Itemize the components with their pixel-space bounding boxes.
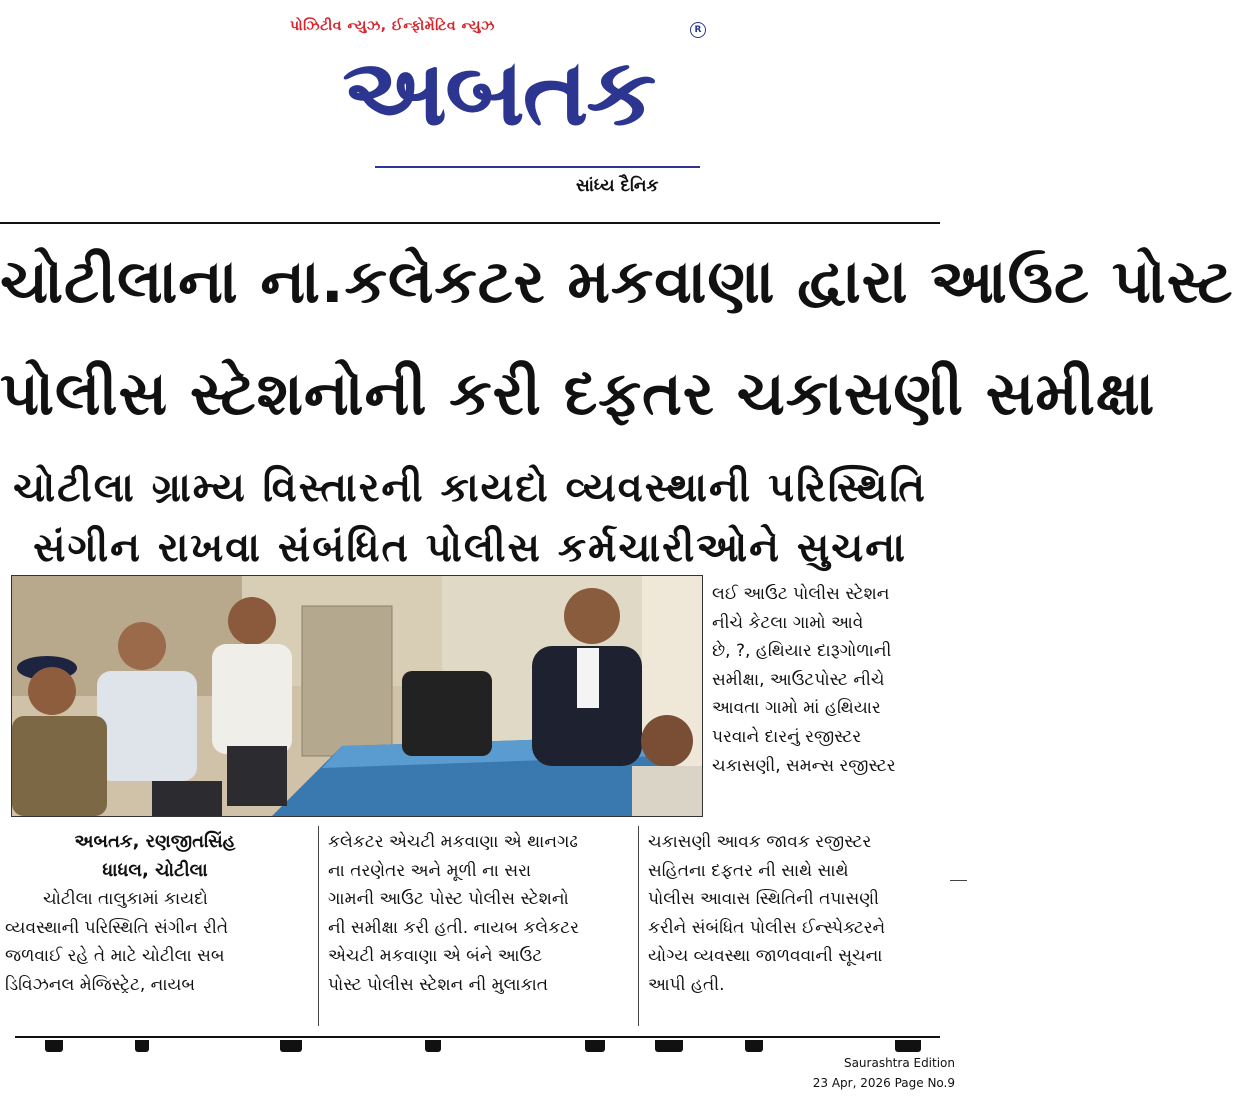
side-column-line: સમીક્ષા, આઉટપોસ્ટ નીચે bbox=[712, 669, 885, 690]
column-2-line: કલેકટર એચટી મકવાણા એ થાનગઢ bbox=[328, 832, 578, 852]
article-column-1 bbox=[5, 828, 305, 1000]
column-1-line: જળવાઈ રહે તે માટે ચોટીલા સબ bbox=[5, 946, 225, 967]
column-2-line: ની સમીક્ષા કરી હતી. નાયબ કલેકટર bbox=[328, 917, 579, 938]
registered-trademark-icon: R bbox=[690, 22, 706, 38]
column-3-line: સહિતના દફતર ની સાથે સાથે bbox=[648, 860, 849, 881]
masthead-tagline: પોઝિટીવ ન્યુઝ, ઈન્ફોર્મેટિવ ન્યુઝ bbox=[290, 18, 495, 34]
column-divider bbox=[318, 826, 319, 1026]
side-column-line: નીચે કેટલા ગામો આવે bbox=[712, 612, 864, 633]
meeting-photo-illustration bbox=[12, 576, 702, 816]
margin-tick bbox=[950, 880, 967, 881]
article-photo[interactable] bbox=[11, 575, 703, 817]
side-column-line: પરવાને દારનું રજીસ્ટર bbox=[712, 726, 862, 747]
headline-line-1: ચોટીલાના ના.કલેકટર મકવાણા દ્વારા આઉટ પોસ્ટ bbox=[0, 247, 1233, 317]
column-3-line: યોગ્ય વ્યવસ્થા જાળવવાની સૂચના bbox=[648, 946, 883, 967]
column-3-line: આપી હતી. bbox=[648, 974, 725, 995]
column-3-line: ચકાસણી આવક જાવક રજીસ્ટર bbox=[648, 832, 872, 852]
column-2-line: ના તરણેતર અને મૂળી ના સરા bbox=[328, 860, 532, 881]
article-column-2 bbox=[328, 828, 628, 1000]
column-3-line: પોલીસ આવાસ સ્થિતિની તપાસણી bbox=[648, 889, 879, 910]
article-byline bbox=[5, 828, 305, 885]
article-column-3 bbox=[648, 828, 948, 1000]
column-2-line: ગામની આઉટ પોસ્ટ પોલીસ સ્ટેશનો bbox=[328, 889, 569, 910]
edition-label: Saurashtra Edition bbox=[843, 1056, 955, 1070]
article-bottom-rule bbox=[15, 1036, 940, 1038]
next-article-cutoff bbox=[15, 1040, 940, 1052]
date-page-label: 23 Apr, 2026 Page No.9 bbox=[812, 1076, 955, 1090]
masthead-underline bbox=[375, 166, 700, 168]
column-1-line: વ્યવસ્થાની પરિસ્થિતિ સંગીન રીતે bbox=[5, 917, 229, 938]
headline-line-2: પોલીસ સ્ટેશનોની કરી દફતર ચકાસણી સમીક્ષા bbox=[0, 359, 1156, 429]
byline-line: અબતક, રણજીતસિંહ bbox=[74, 831, 236, 852]
side-column-line: આવતા ગામો માં હથિયાર bbox=[712, 698, 881, 719]
article-side-column bbox=[712, 580, 942, 780]
newspaper-logo[interactable]: અબતક bbox=[342, 39, 655, 146]
byline-line: ધાધલ, ચોટીલા bbox=[102, 859, 208, 881]
side-column-line: ચકાસણી, સમન્સ રજીસ્ટર bbox=[712, 755, 896, 776]
edition-type-label: સાંધ્ય દૈનિક bbox=[576, 176, 659, 196]
column-2-line: પોસ્ટ પોલીસ સ્ટેશન ની મુલાકાત bbox=[328, 974, 549, 995]
side-column-line: છે, ?, હથિયાર દારૂગોળાની bbox=[712, 641, 892, 662]
side-column-line: લઈ આઉટ પોલીસ સ્ટેશન bbox=[712, 584, 890, 604]
column-2-line: એચટી મકવાણા એ બંને આઉટ bbox=[328, 946, 543, 967]
masthead-divider bbox=[0, 222, 940, 224]
column-1-line: ડિવિઝનલ મેજિસ્ટ્રેટ, નાયબ bbox=[5, 974, 196, 995]
column-3-line: કરીને સંબંધિત પોલીસ ઈન્સ્પેક્ટરને bbox=[648, 917, 886, 938]
column-1-line: ચોટીલા તાલુકામાં કાયદો bbox=[43, 889, 208, 910]
subheadline-line-2: સંગીન રાખવા સંબંધિત પોલીસ કર્મચારીઓને સુચના bbox=[33, 525, 907, 571]
subheadline-line-1: ચોટીલા ગ્રામ્ય વિસ્તારની કાયદો વ્યવસ્થાની પરિસ્થિતિ bbox=[13, 465, 927, 511]
column-divider bbox=[638, 826, 639, 1026]
